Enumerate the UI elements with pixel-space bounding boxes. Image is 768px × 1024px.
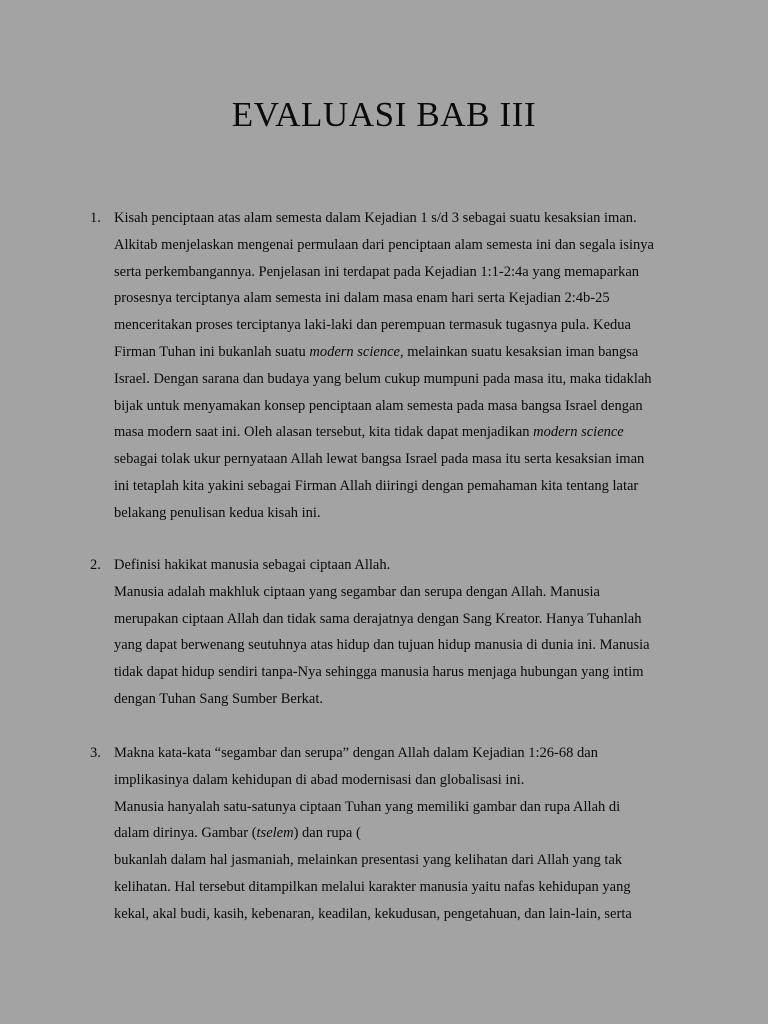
text-line: ini tetaplah kita yakini sebagai Firman Allah diiringi dengan pemahaman kita tentang latar [114,477,639,494]
text-line [114,820,674,847]
text-line: kekal, akal budi, kasih, kebenaran, keadilan, kekudusan, pengetahuan, dan lain-lain, serta [114,905,632,922]
list-item-number: 3. [90,745,101,761]
italic-term: modern science [309,343,400,360]
text-line [114,419,674,446]
text-run: masa modern saat ini. Oleh alasan tersebut, kita tidak dapat menjadikan [114,424,534,441]
text-line: Alkitab menjelaskan mengenai permulaan dari penciptaan alam semesta ini dan segala isinya [114,236,654,253]
text-line: serta perkembangannya. Penjelasan ini terdapat pada Kejadian 1:1-2:4a yang memaparkan [114,263,640,280]
text-line: Manusia adalah makhluk ciptaan yang segambar dan serupa dengan Allah. Manusia [114,583,600,600]
list-item-body [114,205,674,527]
text-line: sebagai tolak ukur pernyataan Allah lewat bangsa Israel pada masa itu serta kesaksian iman [114,451,645,468]
text-line: Definisi hakikat manusia sebagai ciptaan Allah. [114,557,391,573]
text-run: , melainkan suatu kesaksian iman bangsa [399,343,639,360]
text-line: dengan Tuhan Sang Sumber Berkat. [114,690,324,707]
text-line: Manusia hanyalah satu-satunya ciptaan Tuhan yang memiliki gambar dan rupa Allah di [114,798,621,815]
text-line: Kisah penciptaan atas alam semesta dalam Kejadian 1 s/d 3 sebagai suatu kesaksian iman. [114,210,637,226]
text-line: Israel. Dengan sarana dan budaya yang belum cukup mumpuni pada masa itu, maka tidaklah [114,370,652,387]
text-run: Firman Tuhan ini bukanlah suatu [114,343,310,360]
list-item-number: 1. [90,210,101,226]
italic-term: modern science [533,424,624,441]
text-line: tidak dapat hidup sendiri tanpa-Nya sehingga manusia harus menjaga hubungan yang intim [114,664,644,681]
text-line: kelihatan. Hal tersebut ditampilkan melalui karakter manusia yaitu nafas kehidupan yang [114,878,631,895]
text-line: menceritakan proses terciptanya laki-laki dan perempuan termasuk tugasnya pula. Kedua [114,317,631,334]
text-line: belakang penulisan kedua kisah ini. [114,504,321,521]
list-item-number: 2. [90,557,101,573]
text-run: dalam dirinya. Gambar ( [114,825,257,842]
page-title: EVALUASI BAB III [231,95,537,134]
italic-term: tselem [256,825,294,842]
text-line: prosesnya terciptanya alam semesta ini dalam masa enam hari serta Kejadian 2:4b-25 [114,290,610,307]
list-item-body [114,552,674,713]
text-line: Makna kata-kata “segambar dan serupa” dengan Allah dalam Kejadian 1:26-68 dan [114,745,598,761]
text-run: ) dan rupa ( [293,825,361,842]
text-line: implikasinya dalam kehidupan di abad modernisasi dan globalisasi ini. [114,771,525,788]
text-line: bukanlah dalam hal jasmaniah, melainkan presentasi yang kelihatan dari Allah yang tak [114,852,623,869]
text-line: yang dapat berwenang seutuhnya atas hidup dan tujuan hidup manusia di dunia ini. Manusia [114,637,650,654]
text-line: bijak untuk menyamakan konsep penciptaan alam semesta pada masa bangsa Israel dengan [114,397,643,414]
text-line [114,339,674,366]
list-item-body [114,740,674,928]
text-line: merupakan ciptaan Allah dan tidak sama derajatnya dengan Sang Kreator. Hanya Tuhanlah [114,610,642,627]
